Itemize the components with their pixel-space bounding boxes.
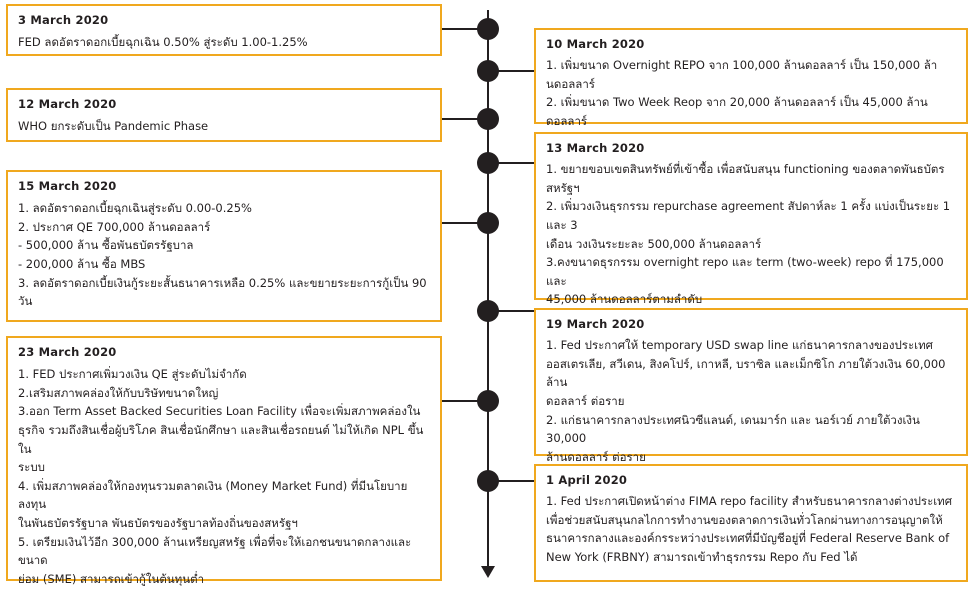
event-line: 1. ขยายขอบเขตสินทรัพย์ที่เข้าซื้อ เพื่อสนับสนุน functioning ของตลาดพันธบัตร: [546, 162, 945, 176]
timeline-node: [477, 470, 499, 492]
timeline-connector: [442, 400, 478, 402]
event-line: 2. ประกาศ QE 700,000 ล้านดอลลาร์: [18, 219, 211, 234]
timeline-node: [477, 390, 499, 412]
event-date: 13 March 2020: [546, 141, 645, 155]
event-date: 1 April 2020: [546, 473, 628, 487]
event-date: 19 March 2020: [546, 317, 645, 331]
event-line: 1. เพิ่มขนาด Overnight REPO จาก 100,000 ล้านดอลลาร์ เป็น 150,000 ล้า: [546, 58, 938, 72]
event-line: New York (FRBNY) สามารถเข้าทำธุรกรรม Repo กับ Fed ได้: [546, 549, 858, 564]
event-line: ย่อม (SME) สามารถเข้ากู้ในต้นทุนต่ำ: [18, 571, 205, 586]
event-line: ธนาคารกลางและองค์กรระหว่างประเทศที่มีบัญชีอยู่ที่ Federal Reserve Bank of: [546, 531, 950, 546]
timeline-event-card[interactable]: [6, 170, 442, 322]
timeline-node: [477, 152, 499, 174]
timeline-arrow-icon: [481, 566, 495, 578]
event-line: 2. เพิ่มขนาด Two Week Reop จาก 20,000 ล้านดอลลาร์ เป็น 45,000 ล้านดอลลาร์: [546, 95, 928, 128]
event-line: 1. Fed ประกาศเปิดหน้าต่าง FIMA repo facility สำหรับธนาคารกลางต่างประเทศ: [546, 494, 953, 508]
event-line: 2. แก่ธนาคารกลางประเทศนิวซีแลนด์, เดนมาร์ก และ นอร์เวย์ ภายใต้วงเงิน 30,000: [546, 412, 920, 446]
event-line: 1. FED ประกาศเพิ่มวงเงิน QE สู่ระดับไม่จำกัด: [18, 367, 247, 381]
timeline-event-card[interactable]: [6, 88, 442, 142]
event-line: 2. เพิ่มวงเงินธุรกรรม repurchase agreement สัปดาห์ละ 1 ครั้ง แบ่งเป็นระยะ 1 และ 3: [546, 199, 951, 232]
event-line: สหรัฐฯ: [546, 180, 580, 195]
event-line: ออสเตรเลีย, สวีเดน, สิงคโปร์, เกาหลี, บราซิล และเม็กซิโก ภายใต้วงเงิน 60,000 ล้าน: [546, 356, 946, 390]
timeline-connector: [498, 480, 534, 482]
event-date: 10 March 2020: [546, 37, 645, 51]
event-line: เพื่อช่วยสนับสนุนกลไกการทำงานของตลาดการเงินทั่วโลกผ่านทางการอนุญาตให้: [546, 512, 943, 527]
event-line: ในพันธบัตรรัฐบาล พันธบัตรของรัฐบาลท้องถิ่นของสหรัฐฯ: [18, 516, 298, 530]
event-line: 3. ลดอัตราดอกเบี้ยเงินกู้ระยะสั้นธนาคารเหลือ 0.25% และขยายระยะการกู้เป็น 90 วัน: [18, 275, 427, 309]
timeline-connector: [498, 70, 534, 72]
timeline-event-card[interactable]: [534, 132, 968, 307]
event-date: 15 March 2020: [18, 179, 117, 193]
event-line: WHO ยกระดับเป็น Pandemic Phase: [18, 119, 209, 133]
event-line: 2.เสริมสภาพคล่องให้กับบริษัทขนาดใหญ่: [18, 385, 219, 400]
timeline-node: [477, 300, 499, 322]
timeline-node: [477, 60, 499, 82]
timeline-connector: [442, 118, 478, 120]
timeline-event-card[interactable]: [534, 464, 968, 582]
timeline-event-card[interactable]: [534, 28, 968, 128]
timeline-connector: [498, 162, 534, 164]
event-date: 3 March 2020: [18, 13, 109, 27]
event-line: 3.ออก Term Asset Backed Securities Loan Facility เพื่อจะเพิ่มสภาพคล่องใน: [18, 404, 421, 419]
event-line: เดือน วงเงินระยะละ 500,000 ล้านดอลลาร์: [546, 236, 762, 251]
timeline-connector: [442, 28, 478, 30]
timeline-connector: [498, 310, 534, 312]
timeline-event-card[interactable]: [534, 308, 968, 464]
event-line: FED ลดอัตราดอกเบี้ยฉุกเฉิน 0.50% สู่ระดับ 1.00-1.25%: [18, 35, 308, 49]
event-line: 4. เพิ่มสภาพคล่องให้กองทุนรวมตลาดเงิน (Money Market Fund) ที่มีนโยบายลงทุน: [18, 478, 408, 512]
event-line: - 200,000 ล้าน ซื้อ MBS: [18, 256, 146, 271]
event-date: 12 March 2020: [18, 97, 117, 111]
event-line: 1. ลดอัตราดอกเบี้ยฉุกเฉินสู่ระดับ 0.00-0.25%: [18, 201, 252, 215]
event-line: ระบบ: [18, 460, 45, 475]
event-line: ดอลลาร์ ต่อราย: [546, 393, 625, 408]
timeline-node: [477, 108, 499, 130]
timeline-event-card[interactable]: [6, 4, 442, 56]
event-line: ธุรกิจ รวมถึงสินเชื่อผู้บริโภค สินเชื่อนักศึกษา และสินเชื่อรถยนต์ ไม่ให้เกิด NPL ขึ้นใน: [18, 422, 424, 456]
event-line: นดอลลาร์: [546, 76, 595, 91]
event-line: - 500,000 ล้าน ซื้อพันธบัตรรัฐบาล: [18, 238, 194, 253]
timeline-event-card[interactable]: [6, 336, 442, 586]
event-date: 23 March 2020: [18, 345, 117, 359]
event-line: 5. เตรียมเงินไว้อีก 300,000 ล้านเหรียญสหรัฐ เพื่อที่จะให้เอกชนขนาดกลางและขนาด: [18, 534, 412, 568]
timeline-connector: [442, 222, 478, 224]
timeline-node: [477, 18, 499, 40]
timeline-node: [477, 212, 499, 234]
event-line: ล้านดอลลาร์ ต่อราย: [546, 449, 646, 464]
event-line: 3.คงขนาดธุรกรรม overnight repo และ term (two-week) repo ที่ 175,000 และ: [546, 255, 944, 288]
event-line: 1. Fed ประกาศให้ temporary USD swap line แก่ธนาคารกลางของประเทศ: [546, 338, 933, 352]
event-line: 45,000 ล้านดอลลาร์ตามลำดับ: [546, 292, 703, 307]
